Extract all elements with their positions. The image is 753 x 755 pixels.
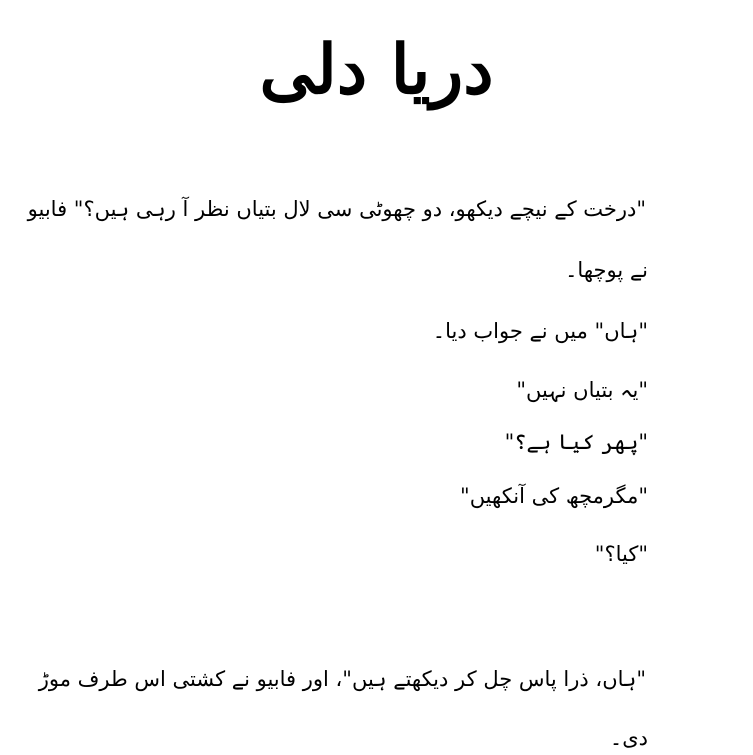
story-line: "درخت کے نیچے دیکھو، دو چھوٹی سی لال بتیاں نظر آ رہی ہیں؟" فابیو (27, 197, 646, 221)
story-line: "مگرمچھ کی آنکھیں" (460, 484, 648, 508)
story-line: "پھر کیا ہے؟" (504, 430, 648, 454)
story-line: نے پوچھا۔ (565, 258, 648, 282)
story-title: دریا دلی (259, 30, 494, 110)
story-line: "ہاں، ذرا پاس چل کر دیکھتے ہیں"، اور فابیو نے کشتی اس طرف موڑ (38, 667, 646, 691)
story-line: "یہ بتیاں نہیں" (516, 378, 648, 402)
story-line: "ہاں" میں نے جواب دیا۔ (432, 319, 648, 343)
story-line: "کیا؟" (594, 542, 648, 566)
story-line: دی۔ (609, 726, 648, 750)
